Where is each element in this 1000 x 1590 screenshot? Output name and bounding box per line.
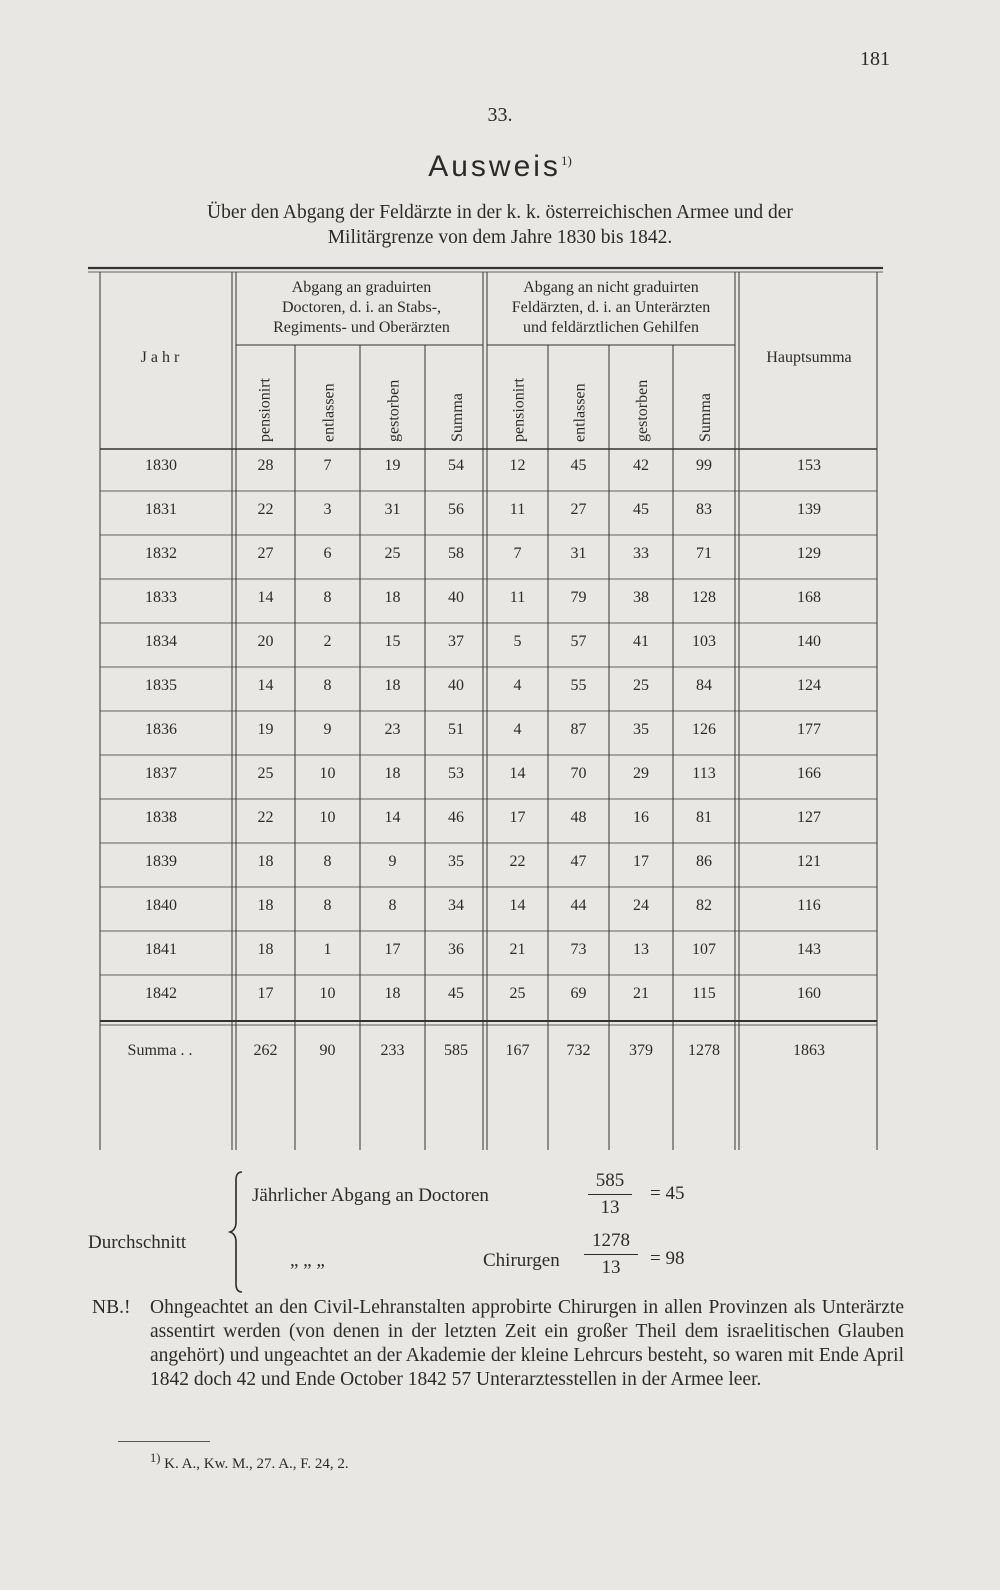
- year-header: J a h r: [140, 349, 180, 366]
- surgeons-fraction: [584, 1230, 638, 1279]
- data-cell: 25: [384, 545, 401, 562]
- data-cell: 18: [384, 765, 401, 782]
- data-cell: 5: [513, 633, 522, 650]
- data-cell: 14: [257, 677, 274, 694]
- data-cell: 29: [633, 765, 649, 782]
- year-cell: 1842: [145, 985, 177, 1002]
- data-cell: 18: [384, 677, 401, 694]
- nota-bene-label: NB.!: [92, 1297, 131, 1318]
- average-surgeons-text: Chirurgen: [483, 1250, 560, 1271]
- sub-header: gestorben: [634, 379, 651, 442]
- sub-header: entlassen: [571, 383, 589, 442]
- year-cell: 1837: [145, 765, 177, 782]
- sum-cell: 90: [319, 1042, 336, 1059]
- data-cell: 25: [633, 677, 649, 694]
- data-cell: 4: [513, 677, 522, 694]
- footnote: [150, 1451, 349, 1473]
- data-cell: 9: [323, 721, 332, 738]
- year-cell: 1839: [145, 853, 177, 870]
- data-cell: 23: [384, 721, 401, 738]
- nota-bene-text: Ohngeachtet an den Civil-Lehranstalten approbirte Chirurgen in allen Provinzen als Unterärzte assentirt werden (von denen in der letzten Zeit ein großer Theil dem israelitischen Glauben angehört) und ungeachtet an der Akademie der kleine Lehrcurs besteht, so waren mit Ende April 1842 doch 42 und Ende October 1842 57 Unterarztesstellen in der Armee leer.: [150, 1297, 904, 1390]
- data-cell: 8: [323, 677, 332, 694]
- year-cell: 1838: [145, 809, 177, 826]
- sub-header: gestorben: [385, 379, 403, 442]
- data-cell: 73: [570, 941, 587, 958]
- data-cell: 14: [509, 765, 526, 782]
- year-cell: 1834: [145, 633, 177, 650]
- group2-header-line: Abgang an nicht graduirten: [523, 279, 699, 296]
- data-cell: 24: [633, 897, 649, 914]
- data-cell: 71: [696, 545, 712, 562]
- data-cell: 19: [257, 721, 274, 738]
- sub-header: pensionirt: [510, 378, 528, 442]
- data-cell: 10: [319, 809, 336, 826]
- data-cell: 69: [570, 985, 587, 1002]
- data-cell: 8: [323, 853, 332, 870]
- data-cell: 18: [257, 853, 274, 870]
- data-cell: 4: [513, 721, 522, 738]
- data-cell: 53: [448, 765, 464, 782]
- data-cell: 34: [448, 897, 464, 914]
- data-cell: 27: [257, 545, 274, 562]
- data-cell: 35: [633, 721, 649, 738]
- data-cell: 21: [633, 985, 649, 1002]
- footnote-mark: 1): [150, 1451, 161, 1465]
- group1-header-line: Regiments- und Oberärzten: [273, 319, 450, 336]
- data-cell: 12: [509, 457, 526, 474]
- sum-cell: 262: [253, 1042, 278, 1059]
- data-cell: 153: [797, 457, 821, 474]
- data-cell: 17: [633, 853, 649, 870]
- sum-cell: 167: [505, 1042, 530, 1059]
- data-cell: 42: [633, 457, 649, 474]
- surgeons-numerator: 1278: [584, 1230, 638, 1255]
- data-cell: 103: [692, 633, 716, 650]
- sub-header: entlassen: [320, 383, 338, 442]
- data-cell: 28: [257, 457, 274, 474]
- doctors-result: = 45: [650, 1183, 685, 1204]
- data-cell: 47: [570, 853, 587, 870]
- doctors-denominator: 13: [600, 1197, 620, 1218]
- data-cell: 25: [509, 985, 526, 1002]
- subtitle-line-2: Militärgrenze von dem Jahre 1830 bis 1842.: [327, 227, 673, 248]
- data-cell: 54: [448, 457, 464, 474]
- data-cell: 129: [797, 545, 821, 562]
- page-number: 181: [860, 48, 890, 70]
- data-cell: 16: [633, 809, 649, 826]
- data-cell: 116: [797, 897, 821, 914]
- ditto-marks: „ „ „: [290, 1250, 325, 1271]
- data-cell: 83: [696, 501, 712, 518]
- data-cell: 14: [384, 809, 401, 826]
- data-cell: 33: [633, 545, 649, 562]
- data-cell: 45: [448, 985, 464, 1002]
- data-cell: 48: [570, 809, 587, 826]
- data-cell: 18: [384, 589, 401, 606]
- data-cell: 22: [509, 853, 526, 870]
- data-cell: 99: [696, 457, 712, 474]
- data-cell: 87: [570, 721, 587, 738]
- data-cell: 44: [570, 897, 587, 914]
- data-cell: 128: [692, 589, 716, 606]
- data-cell: 70: [570, 765, 587, 782]
- year-cell: 1831: [145, 501, 177, 518]
- data-cell: 31: [570, 545, 587, 562]
- data-cell: 56: [448, 501, 464, 518]
- average-block: [0, 1170, 1000, 1290]
- average-label: Durchschnitt: [88, 1232, 187, 1253]
- data-cell: 38: [633, 589, 649, 606]
- data-cell: 25: [257, 765, 274, 782]
- data-cell: 82: [696, 897, 712, 914]
- sum-cell: 585: [444, 1042, 468, 1059]
- data-cell: 7: [513, 545, 522, 562]
- title-text: Ausweis: [428, 150, 561, 183]
- group2-header-line: Feldärzten, d. i. an Unterärzten: [511, 299, 711, 316]
- sum-cell: 233: [380, 1042, 405, 1059]
- data-cell: 11: [509, 589, 526, 606]
- data-cell: 9: [388, 853, 397, 870]
- data-cell: 51: [448, 721, 464, 738]
- data-cell: 168: [797, 589, 821, 606]
- data-cell: 22: [257, 809, 274, 826]
- data-cell: 2: [323, 633, 332, 650]
- data-cell: 57: [570, 633, 587, 650]
- sub-header: pensionirt: [256, 378, 274, 442]
- data-cell: 22: [257, 501, 274, 518]
- section-number: 33.: [487, 104, 513, 126]
- year-cell: 1832: [145, 545, 177, 562]
- data-cell: 121: [797, 853, 821, 870]
- table-rules: [88, 268, 883, 1150]
- sum-cell: 732: [566, 1042, 591, 1059]
- average-doctors-text: Jährlicher Abgang an Doctoren: [252, 1185, 489, 1206]
- data-cell: 8: [388, 897, 397, 914]
- title-footnote-mark: 1): [560, 153, 572, 168]
- data-cell: 127: [797, 809, 821, 826]
- sub-header: Summa: [449, 393, 466, 442]
- data-cell: 139: [797, 501, 821, 518]
- data-cell: 36: [448, 941, 464, 958]
- data-cell: 177: [797, 721, 821, 738]
- data-cell: 31: [384, 501, 401, 518]
- data-cell: 46: [448, 809, 464, 826]
- data-cell: 45: [570, 457, 587, 474]
- footnote-rule: [118, 1441, 210, 1442]
- year-cell: 1841: [145, 941, 177, 958]
- data-cell: 7: [323, 457, 332, 474]
- sum-label: Summa . .: [127, 1042, 193, 1059]
- sum-cell: 379: [629, 1042, 653, 1059]
- year-cell: 1830: [145, 457, 177, 474]
- group1-header-line: Doctoren, d. i. an Stabs-,: [281, 299, 442, 316]
- data-cell: 17: [509, 809, 526, 826]
- data-cell: 18: [257, 941, 274, 958]
- year-cell: 1840: [145, 897, 177, 914]
- data-cell: 19: [384, 457, 401, 474]
- data-cell: 11: [509, 501, 526, 518]
- sum-cell: 1863: [793, 1042, 825, 1059]
- data-cell: 10: [319, 985, 336, 1002]
- data-cell: 8: [323, 589, 332, 606]
- data-cell: 143: [797, 941, 821, 958]
- sub-header: Summa: [697, 393, 714, 442]
- data-cell: 20: [257, 633, 274, 650]
- data-cell: 124: [797, 677, 821, 694]
- data-cell: 79: [570, 589, 587, 606]
- data-cell: 107: [692, 941, 716, 958]
- data-cell: 6: [323, 545, 332, 562]
- data-cell: 84: [696, 677, 712, 694]
- data-cell: 126: [692, 721, 716, 738]
- data-cell: 27: [570, 501, 587, 518]
- curly-brace: [228, 1170, 248, 1300]
- doctors-fraction: [588, 1170, 632, 1219]
- nota-bene: [92, 1296, 904, 1392]
- subtitle-line-1: Über den Abgang der Feldärzte in der k. k. österreichischen Armee und der: [207, 202, 793, 223]
- data-cell: 86: [696, 853, 712, 870]
- data-cell: 14: [257, 589, 274, 606]
- data-cell: 18: [257, 897, 274, 914]
- data-cell: 35: [448, 853, 464, 870]
- data-cell: 17: [257, 985, 274, 1002]
- data-cell: 10: [319, 765, 336, 782]
- data-cell: 160: [797, 985, 821, 1002]
- surgeons-result: = 98: [650, 1248, 685, 1269]
- doctors-numerator: 585: [588, 1170, 632, 1195]
- data-cell: 115: [692, 985, 716, 1002]
- data-cell: 40: [448, 589, 464, 606]
- group1-header-line: Abgang an graduirten: [291, 279, 432, 296]
- year-cell: 1836: [145, 721, 177, 738]
- total-header: Hauptsumma: [766, 349, 852, 366]
- data-cell: 113: [692, 765, 716, 782]
- data-cell: 58: [448, 545, 464, 562]
- group2-header-line: und feldärztlichen Gehilfen: [523, 319, 699, 336]
- data-cell: 15: [384, 633, 401, 650]
- data-cell: 17: [384, 941, 401, 958]
- data-cell: 21: [509, 941, 526, 958]
- data-cell: 140: [797, 633, 821, 650]
- footnote-text: K. A., Kw. M., 27. A., F. 24, 2.: [164, 1456, 349, 1472]
- data-cell: 3: [323, 501, 332, 518]
- year-cell: 1835: [145, 677, 177, 694]
- data-cell: 37: [448, 633, 464, 650]
- surgeons-denominator: 13: [601, 1257, 621, 1278]
- data-cell: 8: [323, 897, 332, 914]
- data-cell: 55: [570, 677, 587, 694]
- data-cell: 14: [509, 897, 526, 914]
- data-cell: 40: [448, 677, 464, 694]
- data-cell: 41: [633, 633, 649, 650]
- year-cell: 1833: [145, 589, 177, 606]
- data-cell: 166: [797, 765, 821, 782]
- data-cell: 1: [323, 941, 332, 958]
- data-cell: 13: [633, 941, 649, 958]
- data-cell: 45: [633, 501, 649, 518]
- sum-cell: 1278: [688, 1042, 720, 1059]
- data-cell: 81: [696, 809, 712, 826]
- data-cell: 18: [384, 985, 401, 1002]
